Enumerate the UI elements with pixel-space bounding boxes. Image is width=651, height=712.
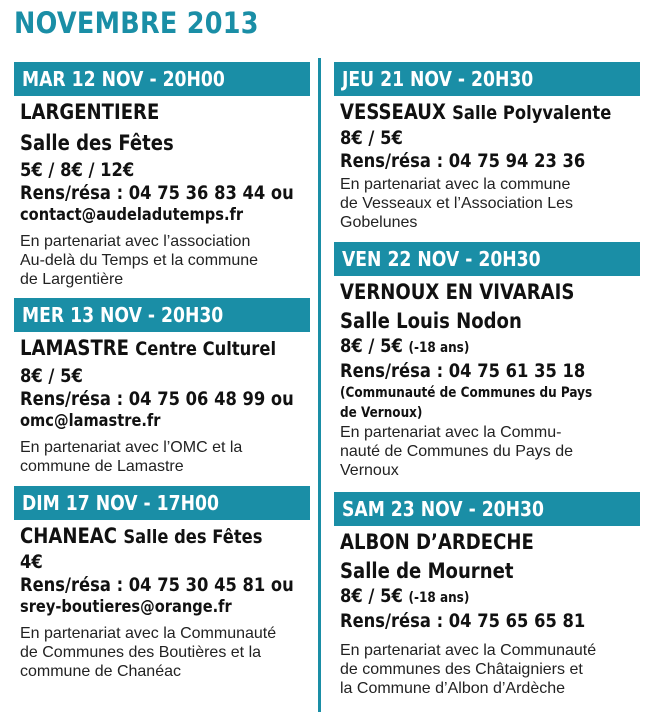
event-price: 5€ / 8€ / 12€ <box>20 159 135 181</box>
event-town: LARGENTIERE <box>20 100 160 124</box>
event-venue: Salle des Fêtes <box>123 526 263 548</box>
event-price: 8€ / 5€ <box>340 335 403 357</box>
event-note: En partenariat avec l’association Au-delà du Temps et la commune de Largentière <box>20 233 259 288</box>
event-contact: Rens/résa : 04 75 36 83 44 ou <box>20 182 294 204</box>
event-note: En partenariat avec l’OMC et la commune de Lamastre <box>20 439 243 475</box>
event-venue: Salle Polyvalente <box>452 102 612 124</box>
event-venue: Salle Louis Nodon <box>340 309 522 333</box>
event-date-bar <box>334 492 640 526</box>
event-town: VERNOUX EN VIVARAIS <box>340 280 575 304</box>
event-email[interactable]: omc@lamastre.fr <box>20 411 161 431</box>
event-note: En partenariat avec la Communauté de communes des Châtaigniers et la Commune d’Albon d’Ardèche <box>340 642 597 697</box>
event-town: LAMASTRE <box>20 336 130 360</box>
event-note: En partenariat avec la commune de Vesseaux et l’Association Les Gobelunes <box>340 176 574 231</box>
column-divider <box>318 58 321 712</box>
event-price: 8€ / 5€ <box>340 127 403 149</box>
event-venue: Salle des Fêtes <box>20 131 174 155</box>
event-contact: Rens/résa : 04 75 30 45 81 ou <box>20 574 294 596</box>
event-contact: Rens/résa : 04 75 61 35 18 <box>340 360 586 382</box>
event-organizer: (Communauté de Communes du Pays <box>340 385 593 401</box>
event-date: VEN 22 NOV - 20H30 <box>342 247 541 271</box>
event-town: CHANEAC <box>20 524 118 548</box>
event-price: 4€ <box>20 551 43 573</box>
event-date-bar <box>334 62 640 96</box>
event-date-bar <box>14 62 310 96</box>
event-date: DIM 17 NOV - 17H00 <box>22 491 219 515</box>
event-email[interactable]: contact@audeladutemps.fr <box>20 205 244 225</box>
event-contact: Rens/résa : 04 75 65 65 81 <box>340 610 586 632</box>
event-note: En partenariat avec la Commu- nauté de Communes du Pays de Vernoux <box>340 424 574 479</box>
event-date: JEU 21 NOV - 20H30 <box>342 67 534 91</box>
event-note: En partenariat avec la Communauté de Communes des Boutières et la commune de Chanéac <box>20 625 277 680</box>
event-town: VESSEAUX <box>340 100 446 124</box>
event-date-bar <box>14 298 310 332</box>
event-largentiere <box>14 62 310 289</box>
event-venue: Salle de Mournet <box>340 559 514 583</box>
event-contact: Rens/résa : 04 75 06 48 99 ou <box>20 388 294 410</box>
event-date-bar <box>334 242 640 276</box>
event-vernoux <box>334 242 640 480</box>
event-contact: Rens/résa : 04 75 94 23 36 <box>340 150 586 172</box>
event-price: 8€ / 5€ <box>340 585 403 607</box>
event-price-note: (-18 ans) <box>408 590 470 606</box>
page-title: NOVEMBRE 2013 <box>14 6 259 40</box>
event-chaneac <box>14 486 310 681</box>
event-date: MAR 12 NOV - 20H00 <box>22 67 225 91</box>
event-price: 8€ / 5€ <box>20 365 83 387</box>
event-albon <box>334 492 640 698</box>
event-email[interactable]: srey-boutieres@orange.fr <box>20 597 232 617</box>
event-date-bar <box>14 486 310 520</box>
event-venue: Centre Culturel <box>135 338 277 360</box>
event-vesseaux <box>334 62 640 232</box>
event-price-note: (-18 ans) <box>408 340 470 356</box>
event-town: ALBON D’ARDECHE <box>340 530 534 554</box>
event-lamastre <box>14 298 310 476</box>
event-organizer: de Vernoux) <box>340 405 423 421</box>
event-date: MER 13 NOV - 20H30 <box>22 303 224 327</box>
event-date: SAM 23 NOV - 20H30 <box>342 497 544 521</box>
